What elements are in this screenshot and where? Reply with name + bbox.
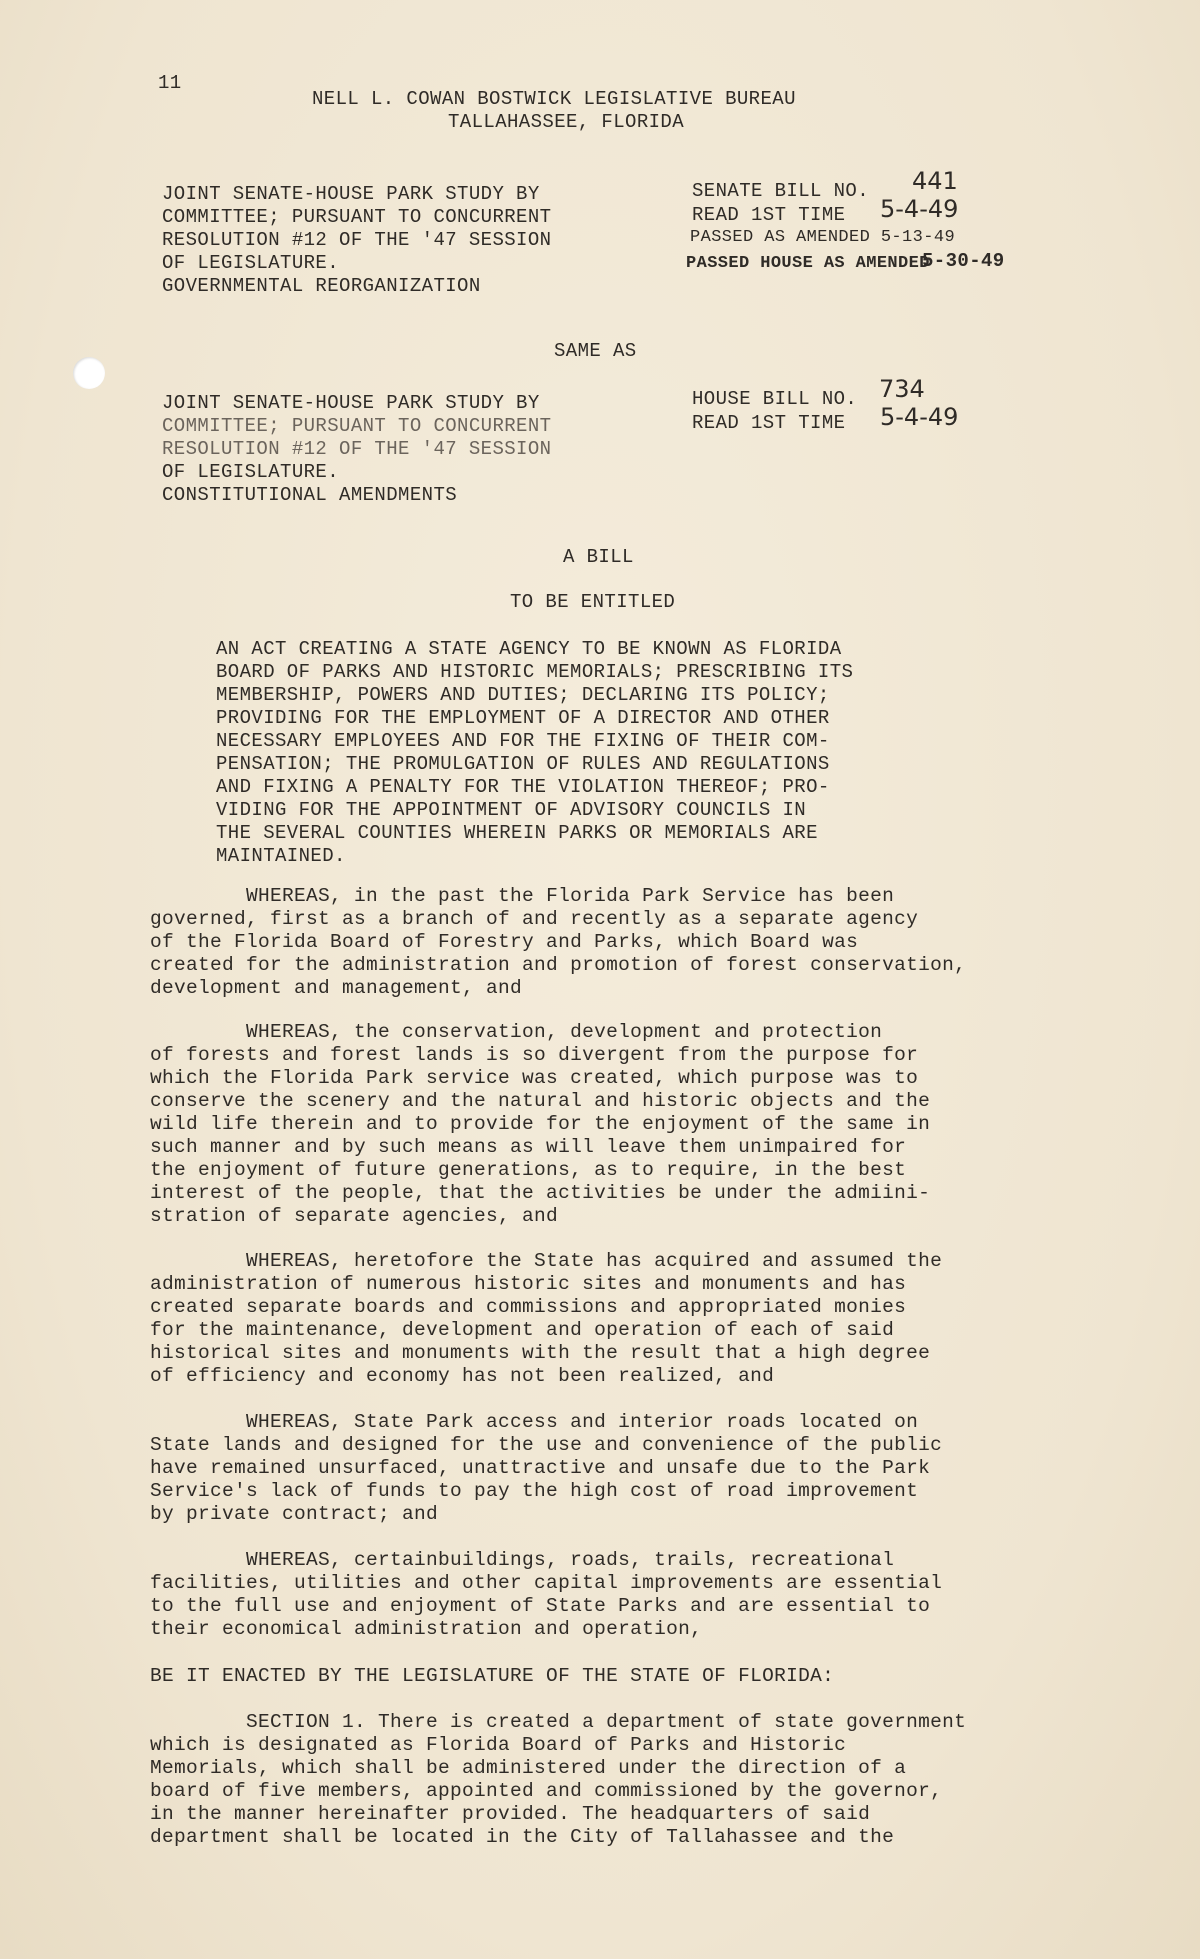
house-sponsor-line: COMMITTEE; PURSUANT TO CONCURRENT [162, 415, 552, 437]
senate-read-date: 5-4-49 [880, 195, 959, 223]
whereas-paragraph: WHEREAS, the conservation, development and protection of forests and forest lands is so divergent from the purpose for which the Florida Park service was created, which purpose was to conserve the scenery and the natural and historic objects and the wild life therein and to provide for the enjoyment of the same in such manner and by such means as will leave them unimpaired for the enjoyment of future generations, as to require, in the best interest of the people, that the activities be under the admiini- stration of separate agencies, and [150, 1021, 931, 1227]
act-title-line: VIDING FOR THE APPOINTMENT OF ADVISORY COUNCILS IN [216, 799, 807, 821]
bill-heading: A BILL [563, 546, 634, 568]
whereas-paragraph: WHEREAS, heretofore the State has acquired and assumed the administration of numerous historic sites and monuments and has created separate boards and commissions and appropriated monies for the maintenance, development and operation of each of said historical sites and monuments with the result that a high degree of efficiency and economy has not been realized, and [150, 1250, 943, 1387]
house-read-label: READ 1ST TIME [692, 412, 846, 434]
same-as-label: SAME AS [554, 340, 637, 362]
whereas-paragraph: WHEREAS, State Park access and interior roads located on State lands and designed for the use and convenience of the public have remained unsurfaced, unattractive and unsafe due to the Park Service's lack of funds to pay the high cost of road improvement by private contract; and [150, 1411, 943, 1525]
enacting-clause: BE IT ENACTED BY THE LEGISLATURE OF THE STATE OF FLORIDA: [150, 1665, 835, 1687]
header-bureau: NELL L. COWAN BOSTWICK LEGISLATIVE BUREAU [312, 88, 796, 110]
house-sponsor-line: RESOLUTION #12 OF THE '47 SESSION [162, 438, 552, 460]
act-title-line: AND FIXING A PENALTY FOR THE VIOLATION THEREOF; PRO- [216, 776, 830, 798]
act-title-line: MEMBERSHIP, POWERS AND DUTIES; DECLARING ITS POLICY; [216, 684, 830, 706]
house-read-date: 5-4-49 [880, 403, 959, 431]
senate-bill-number: 441 [912, 167, 958, 195]
house-sponsor-line: OF LEGISLATURE. [162, 461, 340, 483]
senate-sponsor-line: COMMITTEE; PURSUANT TO CONCURRENT [162, 206, 552, 228]
house-sponsor-line: CONSTITUTIONAL AMENDMENTS [162, 484, 458, 506]
senate-bill-label: SENATE BILL NO. [692, 180, 870, 202]
house-bill-number: 734 [879, 375, 925, 403]
punch-hole [73, 357, 105, 389]
whereas-paragraph: WHEREAS, in the past the Florida Park Service has been governed, first as a branch of and recently as a separate agency of the Florida Board of Forestry and Parks, which Board was created for the administration and promotion of forest conservation, development and management, and [150, 885, 967, 999]
senate-passed-house-date: 5-30-49 [922, 250, 1005, 272]
senate-passed-amended: PASSED AS AMENDED 5-13-49 [690, 228, 956, 247]
senate-sponsor-line: OF LEGISLATURE. [162, 252, 340, 274]
act-title-line: PENSATION; THE PROMULGATION OF RULES AND REGULATIONS [216, 753, 830, 775]
senate-sponsor-line: RESOLUTION #12 OF THE '47 SESSION [162, 229, 552, 251]
senate-passed-house-label: PASSED HOUSE AS AMENDED [686, 254, 930, 273]
act-title-line: AN ACT CREATING A STATE AGENCY TO BE KNOWN AS FLORIDA [216, 638, 842, 660]
senate-sponsor-line: JOINT SENATE-HOUSE PARK STUDY BY [162, 183, 540, 205]
house-bill-label: HOUSE BILL NO. [692, 388, 858, 410]
senate-read-label: READ 1ST TIME [692, 204, 846, 226]
house-sponsor-line: JOINT SENATE-HOUSE PARK STUDY BY [162, 392, 540, 414]
act-title-line: NECESSARY EMPLOYEES AND FOR THE FIXING OF THEIR COM- [216, 730, 830, 752]
act-title-line: MAINTAINED. [216, 845, 346, 867]
header-location: TALLAHASSEE, FLORIDA [448, 111, 685, 133]
act-title-line: BOARD OF PARKS AND HISTORIC MEMORIALS; PRESCRIBING ITS [216, 661, 854, 683]
act-title-line: THE SEVERAL COUNTIES WHEREIN PARKS OR MEMORIALS ARE [216, 822, 818, 844]
page-number: 11 [158, 72, 182, 94]
senate-sponsor-line: GOVERNMENTAL REORGANIZATION [162, 275, 481, 297]
act-title-line: PROVIDING FOR THE EMPLOYMENT OF A DIRECTOR AND OTHER [216, 707, 830, 729]
bill-subheading: TO BE ENTITLED [510, 591, 676, 613]
whereas-paragraph: WHEREAS, certainbuildings, roads, trails, recreational facilities, utilities and other capital improvements are essential to the full use and enjoyment of State Parks and are essential to their economical administration and operation, [150, 1549, 943, 1640]
section-paragraph: SECTION 1. There is created a department of state government which is designated as Florida Board of Parks and Historic Memorials, which shall be administered under the direction of a board of five members, appointed and commissioned by the governor, in the manner hereinafter provided. The headquarters of said department shall be located in the City of Tallahassee and the [150, 1711, 967, 1848]
